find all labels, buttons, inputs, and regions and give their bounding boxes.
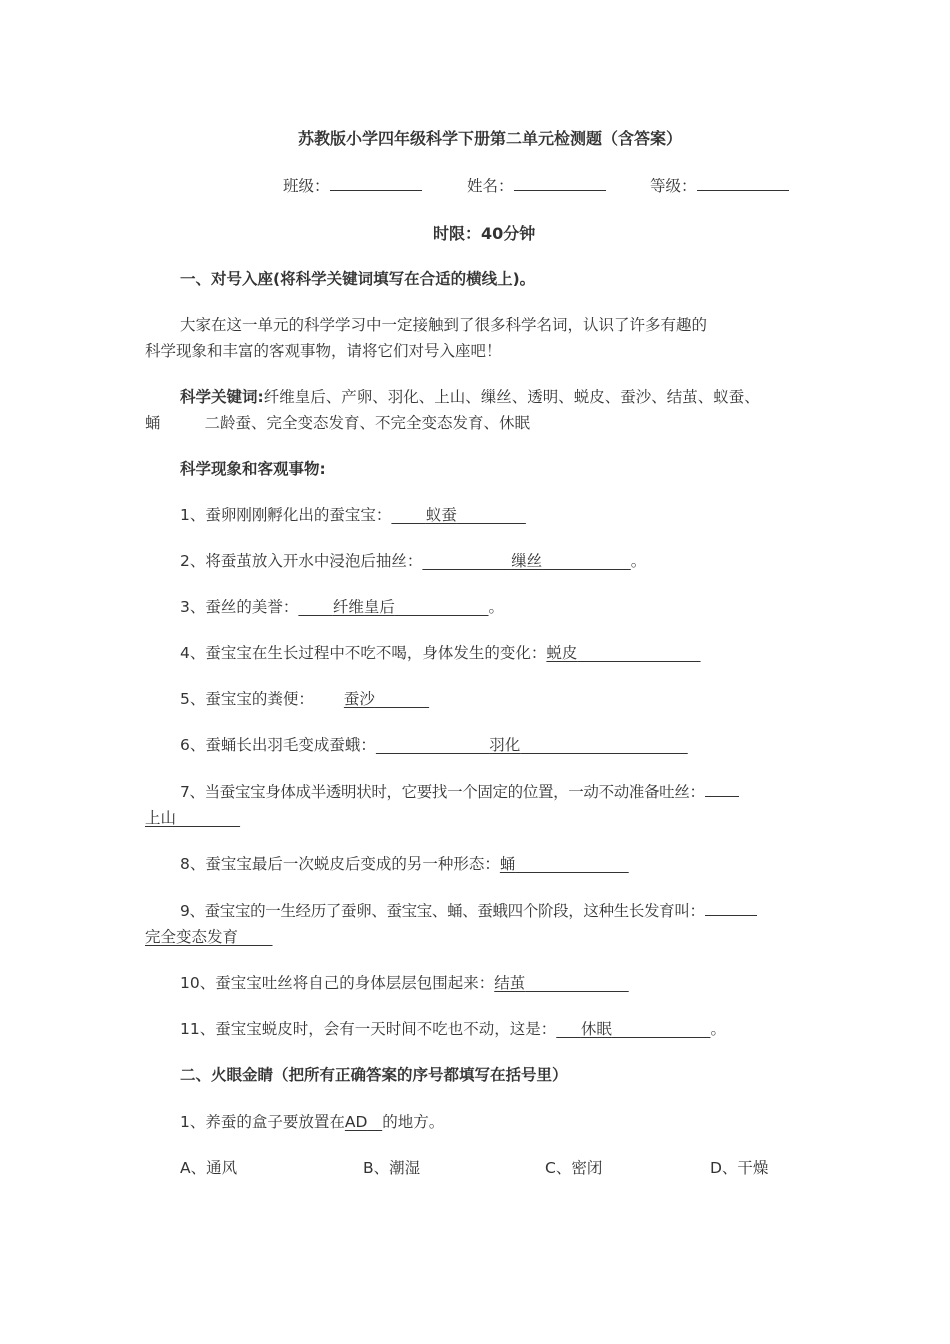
question-9-text: 9、蚕宝宝的一生经历了蚕卵、蚕宝宝、蛹、蚕蛾四个阶段，这种生长发育叫：: [180, 902, 705, 920]
question-7-blank: [705, 782, 739, 797]
option-c: C、密闭: [545, 1159, 603, 1177]
question-2: [180, 549, 646, 571]
question-3-text: 3、蚕丝的美誉：: [180, 598, 299, 616]
answer-1: 蚁蚕: [425, 506, 457, 524]
question-8-text: 8、蚕宝宝最后一次蜕皮后变成的另一种形态：: [180, 855, 500, 873]
question-6: [180, 733, 688, 755]
question-11-text: 11、蚕宝宝蜕皮时，会有一天时间不吃也不动，这是：: [180, 1020, 557, 1038]
question-8: [180, 852, 629, 874]
question-11: [180, 1017, 726, 1039]
section2-q1-pre: 1、养蚕的盒子要放置在: [180, 1113, 345, 1131]
class-field: [283, 174, 422, 196]
keywords-text-1: 纤维皇后、产卵、羽化、上山、缫丝、透明、蜕皮、蚕沙、结茧、蚁蚕、: [263, 388, 760, 406]
question-4-text: 4、蚕宝宝在生长过程中不吃不喝，身体发生的变化：: [180, 644, 547, 662]
question-5: [180, 687, 429, 709]
question-7-text: 7、当蚕宝宝身体成半透明状时，它要找一个固定的位置，一动不动准备吐丝：: [180, 783, 705, 801]
class-label: 班级：: [283, 177, 330, 195]
section2-heading: 二、火眼金睛（把所有正确答案的序号都填写在括号里）: [180, 1066, 568, 1084]
answer-4: 蜕皮: [546, 644, 578, 662]
name-field: [467, 174, 606, 196]
option-a: A、通风: [180, 1159, 238, 1177]
answer-2: 缫丝: [511, 552, 543, 570]
option-d: D、干燥: [710, 1159, 769, 1177]
section2-q1-answer: AD: [344, 1113, 368, 1131]
answer-10: 结茧: [494, 974, 526, 992]
question-3-tail: 。: [488, 598, 505, 616]
section1-subheading: 科学现象和客观事物:: [180, 460, 326, 478]
answer-11: 休眠: [580, 1020, 612, 1038]
keywords-text-2a: 蛹: [145, 414, 161, 432]
grade-blank: [697, 176, 789, 191]
name-label: 姓名：: [467, 177, 514, 195]
keywords-line1: [180, 385, 760, 407]
answer-3: 纤维皇后: [332, 598, 395, 616]
keywords-text-2b: 二龄蚕、完全变态发育、不完全变态发育、休眠: [204, 414, 531, 432]
document-title: 苏教版小学四年级科学下册第二单元检测题（含答案）: [297, 129, 682, 148]
option-b: B、潮湿: [363, 1159, 421, 1177]
question-2-tail: 。: [630, 552, 647, 570]
grade-label: 等级：: [650, 177, 697, 195]
question-5-text: 5、蚕宝宝的粪便：: [180, 690, 314, 708]
question-11-tail: 。: [710, 1020, 726, 1038]
section2-question-1: [180, 1110, 444, 1132]
question-9: [180, 899, 757, 921]
answer-6: 羽化: [489, 736, 521, 754]
question-10-text: 10、蚕宝宝吐丝将自己的身体层层包围起来：: [180, 974, 495, 992]
section1-intro-line1: 大家在这一单元的科学学习中一定接触到了很多科学名词，认识了许多有趣的: [180, 316, 708, 334]
question-2-text: 2、将蚕茧放入开水中浸泡后抽丝：: [180, 552, 423, 570]
question-3: [180, 595, 504, 617]
answer-5: 蚕沙: [343, 690, 375, 708]
section1-heading: 一、对号入座(将科学关键词填写在合适的横线上)。: [180, 270, 536, 288]
question-10: [180, 971, 629, 993]
question-4: [180, 641, 701, 663]
question-1: [180, 503, 526, 525]
keywords-label: 科学关键词:: [180, 388, 264, 406]
class-blank: [330, 176, 422, 191]
question-9-answer-line: [145, 925, 273, 947]
section1-intro-line2: 科学现象和丰富的客观事物，请将它们对号入座吧！: [145, 342, 502, 360]
question-9-blank: [705, 901, 757, 916]
keywords-line2: [145, 411, 530, 433]
section2-q1-post: 的地方。: [382, 1113, 445, 1131]
answer-7: 上山: [145, 809, 177, 827]
answer-9: 完全变态发育: [145, 928, 239, 946]
time-limit: 时限：40分钟: [433, 224, 536, 243]
name-blank: [514, 176, 606, 191]
answer-8: 蛹: [499, 855, 516, 873]
question-1-text: 1、蚕卵刚刚孵化出的蚕宝宝：: [180, 506, 392, 524]
question-7: [180, 780, 739, 802]
question-6-text: 6、蚕蛹长出羽毛变成蚕蛾：: [180, 736, 376, 754]
grade-field: [650, 174, 789, 196]
question-7-answer-line: [145, 806, 240, 828]
